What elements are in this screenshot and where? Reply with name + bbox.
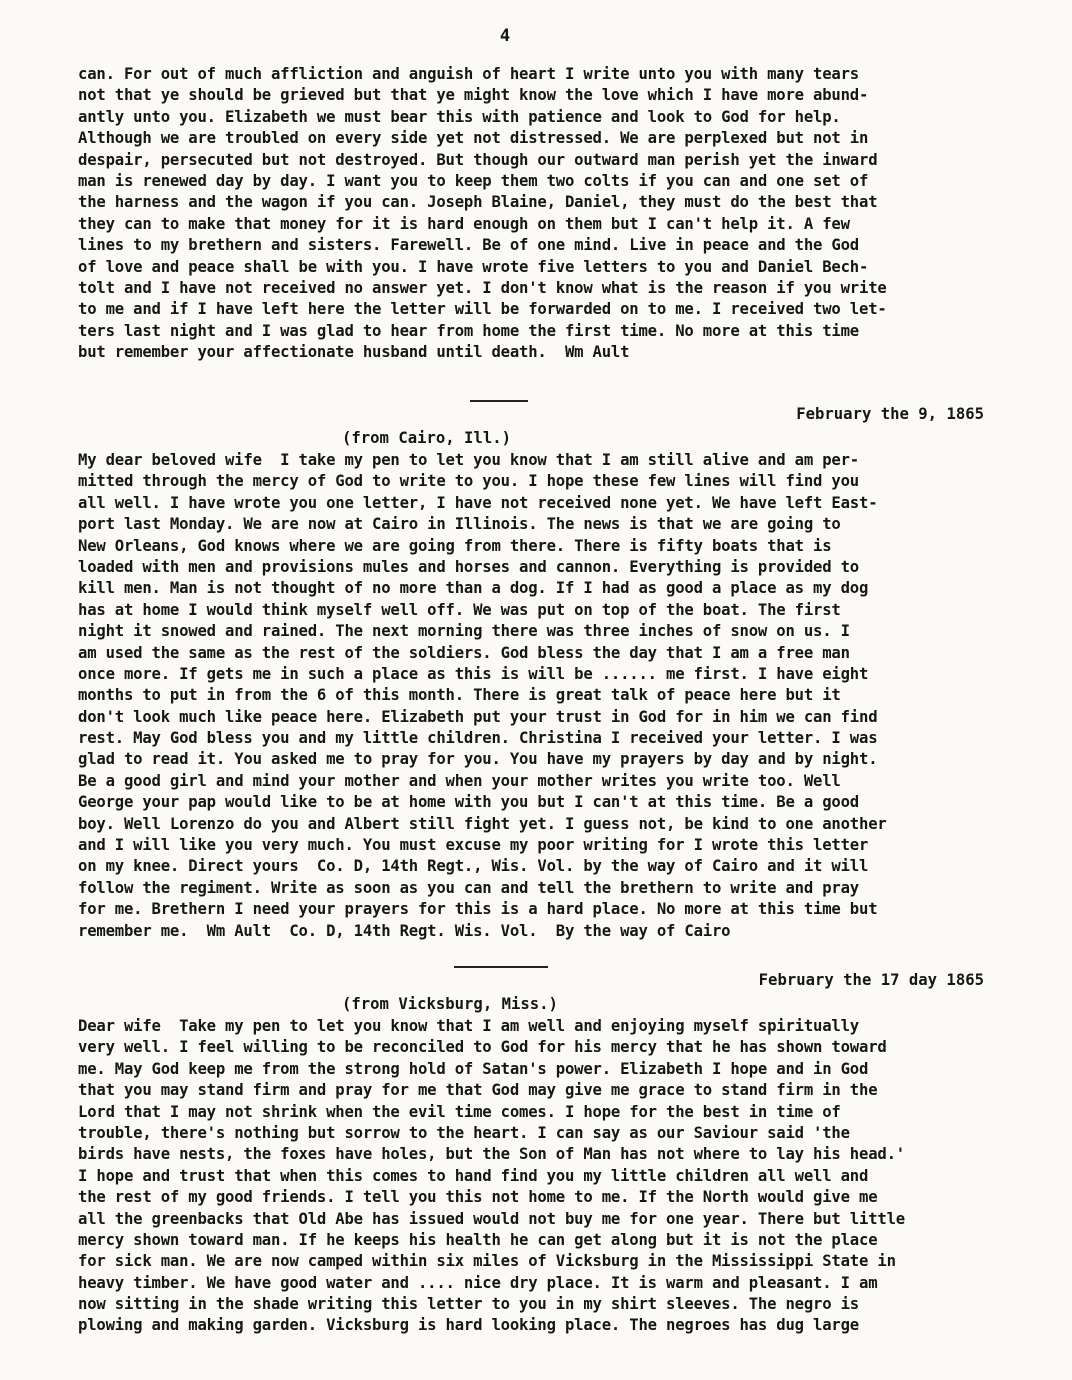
- letter-origin: (from Cairo, Ill.): [342, 429, 511, 447]
- text-line: don't look much like peace here. Elizabeth put your trust in God for in him we can find: [78, 707, 878, 726]
- text-line: glad to read it. You asked me to pray for you. You have my prayers by day and by night.: [78, 750, 878, 769]
- text-line: am used the same as the rest of the soldiers. God bless the day that I am a free man: [78, 643, 850, 662]
- text-line: once more. If gets me in such a place as this is will be ...... me first. I have eight: [78, 664, 869, 683]
- text-line: very well. I feel willing to be reconciled to God for his mercy that he has shown toward: [78, 1038, 887, 1057]
- text-line: can. For out of much affliction and anguish of heart I write unto you with many tears: [78, 65, 859, 83]
- text-line: and I will like you very much. You must excuse my poor writing for I wrote this letter: [78, 836, 869, 855]
- text-line: for me. Brethern I need your prayers for this is a hard place. No more at this time but: [78, 900, 878, 919]
- text-line: all the greenbacks that Old Abe has issued would not buy me for one year. There but little: [78, 1209, 905, 1228]
- text-line: birds have nests, the foxes have holes, but the Son of Man has not where to lay his head.': [78, 1145, 905, 1164]
- text-line: remember me. Wm Ault Co. D, 14th Regt. Wis. Vol. By the way of Cairo: [78, 921, 731, 940]
- text-line: Although we are troubled on every side yet not distressed. We are perplexed but not in: [78, 129, 869, 148]
- text-line: Lord that I may not shrink when the evil time comes. I hope for the best in time of: [78, 1102, 841, 1121]
- text-line: tolt and I have not received no answer yet. I don't know what is the reason if you write: [78, 278, 887, 297]
- text-line: heavy timber. We have good water and .... nice dry place. It is warm and pleasant. I am: [78, 1273, 878, 1292]
- text-line: ters last night and I was glad to hear from home the first time. No more at this time: [78, 321, 859, 340]
- text-line: for sick man. We are now camped within six miles of Vicksburg in the Mississippi State in: [78, 1252, 896, 1271]
- letter-date: February the 9, 1865: [796, 405, 984, 423]
- text-line: kill men. Man is not thought of no more than a dog. If I had as good a place as my dog: [78, 579, 869, 598]
- text-line: boy. Well Lorenzo do you and Albert still fight yet. I guess not, be kind to one another: [78, 814, 887, 833]
- text-line: My dear beloved wife I take my pen to let you know that I am still alive and am per-: [78, 451, 859, 469]
- text-line: follow the regiment. Write as soon as you can and tell the brethern to write and pray: [78, 878, 859, 897]
- text-line: trouble, there's nothing but sorrow to the heart. I can say as our Saviour said 'the: [78, 1123, 850, 1142]
- letter-continuation: [78, 64, 1028, 363]
- letter-cairo: [78, 450, 1028, 942]
- text-line: of love and peace shall be with you. I have wrote five letters to you and Daniel Bech-: [78, 257, 869, 276]
- page-number: 4: [499, 26, 511, 46]
- text-line: despair, persecuted but not destroyed. But though our outward man perish yet the inward: [78, 150, 878, 169]
- text-line: me. May God keep me from the strong hold of Satan's power. Elizabeth I hope and in God: [78, 1059, 869, 1078]
- section-divider: [470, 400, 528, 402]
- text-line: on my knee. Direct yours Co. D, 14th Regt., Wis. Vol. by the way of Cairo and it will: [78, 857, 869, 876]
- text-line: all well. I have wrote you one letter, I have not received none yet. We have left East-: [78, 493, 878, 512]
- text-line: night it snowed and rained. The next morning there was three inches of snow on us. I: [78, 622, 850, 641]
- text-line: plowing and making garden. Vicksburg is hard looking place. The negroes has dug large: [78, 1316, 859, 1335]
- text-line: man is renewed day by day. I want you to keep them two colts if you can and one set of: [78, 171, 869, 190]
- text-line: Be a good girl and mind your mother and when your mother writes you write too. Well: [78, 771, 841, 790]
- letter-date: February the 17 day 1865: [758, 971, 984, 989]
- text-line: not that ye should be grieved but that ye might know the love which I have more abund-: [78, 86, 869, 105]
- text-line: they can to make that money for it is hard enough on them but I can't help it. A few: [78, 214, 850, 233]
- section-divider: [454, 966, 548, 968]
- text-line: rest. May God bless you and my little children. Christina I received your letter. I was: [78, 729, 878, 748]
- text-line: that you may stand firm and pray for me that God may give me grace to stand firm in the: [78, 1081, 878, 1100]
- text-line: now sitting in the shade writing this letter to you in my shirt sleeves. The negro is: [78, 1295, 859, 1314]
- text-line: loaded with men and provisions mules and horses and cannon. Everything is provided to: [78, 557, 859, 576]
- text-line: months to put in from the 6 of this month. There is great talk of peace here but it: [78, 686, 841, 705]
- text-line: I hope and trust that when this comes to hand find you my little children all well and: [78, 1166, 869, 1185]
- text-line: mercy shown toward man. If he keeps his health he can get along but it is not the place: [78, 1230, 878, 1249]
- letter-origin: (from Vicksburg, Miss.): [342, 995, 558, 1013]
- text-line: the harness and the wagon if you can. Joseph Blaine, Daniel, they must do the best that: [78, 193, 878, 212]
- text-line: Dear wife Take my pen to let you know that I am well and enjoying myself spiritually: [78, 1017, 859, 1035]
- text-line: mitted through the mercy of God to write to you. I hope these few lines will find you: [78, 472, 859, 491]
- text-line: the rest of my good friends. I tell you this not home to me. If the North would give me: [78, 1188, 878, 1207]
- text-line: port last Monday. We are now at Cairo in Illinois. The news is that we are going to: [78, 515, 841, 534]
- text-line: but remember your affectionate husband until death. Wm Ault: [78, 343, 630, 362]
- text-line: lines to my brethern and sisters. Farewell. Be of one mind. Live in peace and the God: [78, 236, 859, 255]
- text-line: George your pap would like to be at home with you but I can't at this time. Be a good: [78, 793, 859, 812]
- text-line: antly unto you. Elizabeth we must bear this with patience and look to God for help.: [78, 107, 841, 126]
- text-line: New Orleans, God knows where we are going from there. There is fifty boats that is: [78, 536, 832, 555]
- text-line: to me and if I have left here the letter will be forwarded on to me. I received two let-: [78, 300, 887, 319]
- text-line: has at home I would think myself well off. We was put on top of the boat. The first: [78, 600, 841, 619]
- letter-vicksburg: [78, 1016, 1028, 1337]
